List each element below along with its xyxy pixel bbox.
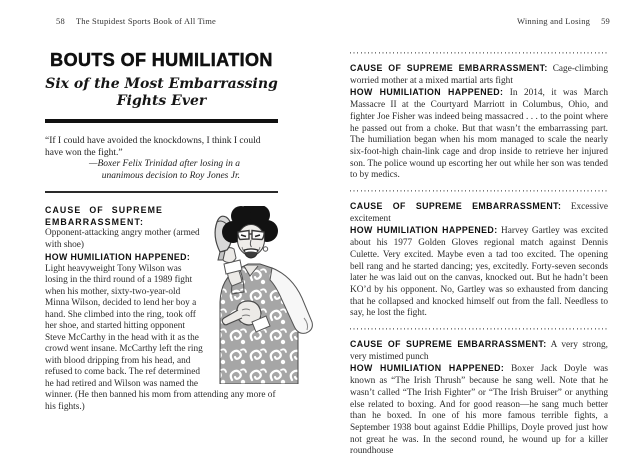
cause-text: Opponent-attacking angry mother (armed with shoe) xyxy=(45,228,200,250)
right-page-content xyxy=(350,44,608,458)
how-text: In 2014, it was March Massacre II at the Courtyard Marriott in Columbus, Ohio, and fighter Joe Fisher was indeed being massacred . . . to the point where he passed out from a choke. But that wasn’t the embarrassing part. The humiliation began when his mom managed to scale the nearly six-foot-high chain-link cage and drop inside to retrieve her injured son. The police wound up escorting her out while her son was tended to by medics. xyxy=(350,88,608,181)
cause-label: CAUSE OF SUPREME EMBARRASSMENT: xyxy=(350,339,547,350)
page-number-right: 59 xyxy=(601,16,610,26)
how-label: HOW HUMILIATION HAPPENED: xyxy=(45,252,191,262)
left-page-content xyxy=(45,42,278,413)
cause-text: Cage-climbing worried mother at a mixed martial arts fight xyxy=(350,64,608,86)
quote-attribution xyxy=(45,159,278,182)
how-text: Light heavyweight Tony Wilson was losing in the third round of a 1989 fight when his mother, sixty-two-year-old Minna Wilson, decided to lend her boy a hand. She climbed into the ring, took off her shoe, and started hitting opponent Steve McCarthy in the head with it as the crowd went insane. McCarthy left the ring with blood dripping from his head, and refused to come back. The ref determined he had retired and Wilson was named the winner. (He then banned his mom from attending any more of his fights.) xyxy=(45,263,276,412)
subtitle-line-1: Six of the Most Embarrassing xyxy=(45,76,278,92)
how-label: HOW HUMILIATION HAPPENED: xyxy=(350,225,498,236)
how-label: HOW HUMILIATION HAPPENED: xyxy=(350,87,504,98)
how-line xyxy=(350,87,608,182)
left-entry xyxy=(45,204,278,413)
cause-line xyxy=(350,339,608,363)
how-line xyxy=(350,363,608,458)
dotted-divider xyxy=(350,190,608,192)
page-right xyxy=(320,0,640,457)
chapter-headline: BOUTS OF HUMILIATION xyxy=(50,50,273,70)
cause-text: A very strong, very mistimed punch xyxy=(350,340,609,362)
dotted-divider xyxy=(350,52,608,54)
pull-quote: “If I could have avoided the knockdowns, I think I could have won the fight.” xyxy=(45,136,261,158)
how-text: Boxer Jack Doyle was known as “The Irish Thrush” because he sang well. Note that he wasn’t called “The Irish Fighter” or “The Irish Bruiser” or anything else related to boxing. And for good reason—he sang much better than he boxed. In one of his more famous terrible fights, a September 1938 bout against Eddie Phillips, Doyle proved just how not great he was. In the second round, he wound up for a killer roundhouse xyxy=(350,364,608,457)
dotted-divider xyxy=(350,328,608,330)
how-label: HOW HUMILIATION HAPPENED: xyxy=(350,363,505,374)
page-left xyxy=(0,0,320,448)
page-number-left: 58 xyxy=(56,16,65,26)
running-title-right: Winning and Losing xyxy=(516,16,591,26)
entry-cage-climbing-mother xyxy=(350,63,608,182)
section-rule xyxy=(45,191,278,193)
cause-line xyxy=(350,63,608,87)
how-text: Harvey Gartley was excited about his 1977 Golden Gloves regional match against Dennis Culette. Very excited. Maybe even a tad too excited. The opening bell rang and he started dancing; yes, excitedly. Forty-seven seconds later he was laid out on the canvas, knocked out. But he hadn’t been KO’d by his opponent. No, Gartley was so exhausted from dancing that he collapsed and knocked himself out from the fall. Needless to say, he lost the fight. xyxy=(350,226,608,319)
cause-text: Excessive excitement xyxy=(350,202,608,224)
attribution-line-1: —Boxer Felix Trinidad after losing in a xyxy=(89,159,240,169)
cause-label: CAUSE OF SUPREME EMBARRASSMENT: xyxy=(350,201,562,212)
double-rule xyxy=(45,119,278,123)
running-header-right xyxy=(517,16,610,26)
running-header-left xyxy=(56,16,216,26)
cause-label: CAUSE OF SUPREME EMBARRASSMENT: xyxy=(350,63,548,73)
how-line xyxy=(350,225,608,320)
cause-line xyxy=(350,201,608,225)
angry-mother-illustration xyxy=(208,206,316,384)
subtitle-line-2: Fights Ever xyxy=(116,93,207,109)
entry-mistimed-punch xyxy=(350,339,608,458)
attribution-line-2: unanimous decision to Roy Jones Jr. xyxy=(101,170,240,181)
cause-label: CAUSE OF SUPREME EMBARRASSMENT: xyxy=(45,205,164,227)
chapter-subtitle xyxy=(45,76,278,110)
entry-excessive-excitement xyxy=(350,201,608,320)
running-title-left: The Stupidest Sports Book of All Time xyxy=(75,16,217,26)
